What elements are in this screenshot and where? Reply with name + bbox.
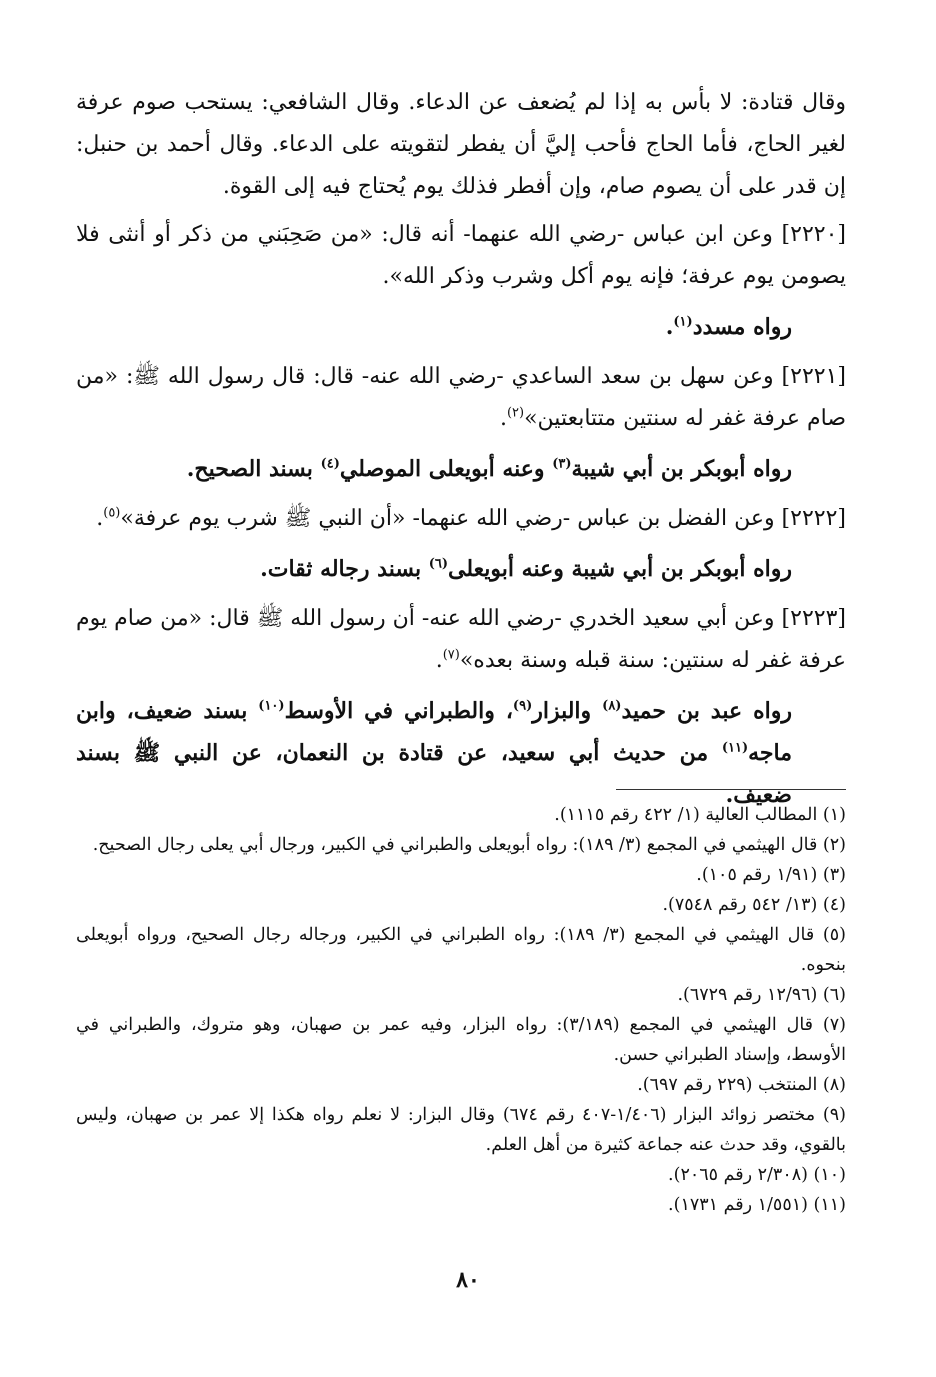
footnote-7: (٧) قال الهيثمي في المجمع (٣/١٨٩): رواه البزار، وفيه عمر بن صهبان، وهو متروك، والطبراني في الأوسط، وإسناد الطبراني حسن. <box>76 1015 846 1065</box>
hadith-2221 <box>76 356 846 440</box>
footnote-8: (٨) المنتخب (٢٢٩ رقم ٦٩٧). <box>637 1075 846 1095</box>
hadith-2222 <box>76 498 846 540</box>
footnote-4: (٤) (١٣/ ٥٤٢ رقم ٧٥٤٨). <box>662 895 846 915</box>
footnote-5: (٥) قال الهيثمي في المجمع (٣/ ١٨٩): رواه الطبراني في الكبير، ورجاله رجال الصحيح، ورواه أبويعلى بنحوه. <box>76 925 846 975</box>
source-text: رواه عبد بن حميد <box>621 698 792 724</box>
footnote-ref[interactable]: (٤) <box>320 456 340 472</box>
main-text <box>76 82 846 824</box>
source-text: ، والطبراني في الأوسط <box>284 698 513 724</box>
footnote-10: (١٠) (٢/٣٠٨ رقم ٢٠٦٥). <box>668 1165 846 1185</box>
source-text: وعنه أبويعلى الموصلي <box>339 456 553 482</box>
hadith-2220 <box>76 214 846 298</box>
punctuation: . <box>96 506 104 531</box>
footnote-ref[interactable]: (٦) <box>428 556 449 572</box>
footnote-ref[interactable]: (١٠) <box>258 698 285 714</box>
footnote-ref[interactable]: (٩) <box>512 698 533 714</box>
footnote-ref[interactable]: (١) <box>673 314 693 330</box>
footnotes <box>76 800 846 1220</box>
source-text: والبزار <box>532 698 603 724</box>
footnote-ref[interactable]: (١١) <box>721 740 749 756</box>
hadith-text: [٢٢٢٠] وعن ابن عباس -رضي الله عنهما- أنه قال: «من صَحِبَني من ذكر أو أنثى فلا يصومن يوم عرفة؛ فإنه يوم أكل وشرب وذكر الله». <box>76 222 846 289</box>
footnote-9: (٩) مختصر زوائد البزار (١/٤٠٦-٤٠٧ رقم ٦٧٤) وقال البزار: لا نعلم رواه هكذا إلا عمر بن صهبان، وليس بالقوي، وقد حدث عنه جماعة كثيرة من أهل العلم. <box>76 1105 846 1155</box>
footnote-ref[interactable]: (٣) <box>552 456 572 472</box>
source-2221 <box>76 448 846 490</box>
footnote-ref[interactable]: (٥) <box>103 505 121 521</box>
source-text: بسند ضعيف، وابن ماجه <box>76 698 792 766</box>
source-2223 <box>76 690 846 816</box>
source-2222 <box>76 548 846 590</box>
punctuation: . <box>665 314 674 340</box>
hadith-2223 <box>76 598 846 682</box>
paragraph-text: وقال قتادة: لا بأس به إذا لم يُضعف عن الدعاء. وقال الشافعي: يستحب صوم عرفة لغير الحاج، فأما الحاج فأحب إليَّ أن يفطر لتقويته على الدعاء. وقال أحمد بن حنبل: إن قدر على أن يصوم صام، وإن أفطر فذلك يوم يُحتاج فيه إلى القوة. <box>76 90 846 199</box>
hadith-text: [٢٢٢٣] وعن أبي سعيد الخدري -رضي الله عنه- أن رسول الله ﷺ قال: «من صام يوم عرفة غفر له سنتين: سنة قبله وسنة بعده» <box>76 606 846 673</box>
footnote-divider <box>616 789 846 790</box>
paragraph-qatada <box>76 82 846 208</box>
hadith-text: [٢٢٢١] وعن سهل بن سعد الساعدي -رضي الله عنه- قال: قال رسول الله ﷺ: «من صام عرفة غفر له سنتين متتابعتين» <box>76 364 846 431</box>
source-text: بسند الصحيح. <box>186 456 321 482</box>
source-text: رواه أبوبكر بن أبي شيبة <box>571 456 792 482</box>
footnote-3: (٣) (١/٩١ رقم ١٠٥). <box>696 865 846 885</box>
footnote-ref[interactable]: (٢) <box>506 405 525 421</box>
punctuation: . <box>435 648 443 673</box>
source-text: من حديث أبي سعيد، عن قتادة بن النعمان، عن النبي ﷺ بسند ضعيف. <box>76 740 792 808</box>
footnote-11: (١١) (١/٥٥١ رقم ١٧٣١). <box>668 1195 846 1215</box>
footnote-1: (١) المطالب العالية (١/ ٤٢٢ رقم ١١١٥). <box>554 805 846 825</box>
source-text: بسند رجاله ثقات. <box>260 556 429 582</box>
source-text: رواه مسدد <box>692 314 792 340</box>
punctuation: . <box>499 406 507 431</box>
footnote-ref[interactable]: (٧) <box>442 647 460 663</box>
page-number: ٨٠ <box>456 1267 480 1293</box>
hadith-text: [٢٢٢٢] وعن الفضل بن عباس -رضي الله عنهما- «أن النبي ﷺ شرب يوم عرفة» <box>120 506 846 531</box>
footnote-ref[interactable]: (٨) <box>602 698 622 714</box>
footnote-6: (٦) (١٢/٩٦ رقم ٦٧٢٩). <box>677 985 846 1005</box>
footnote-2: (٢) قال الهيثمي في المجمع (٣/ ١٨٩): رواه أبويعلى والطبراني في الكبير، ورجال أبي يعلى رجال الصحيح. <box>92 835 846 855</box>
source-2220 <box>76 306 846 348</box>
source-text: رواه أبوبكر بن أبي شيبة وعنه أبويعلى <box>448 556 792 582</box>
